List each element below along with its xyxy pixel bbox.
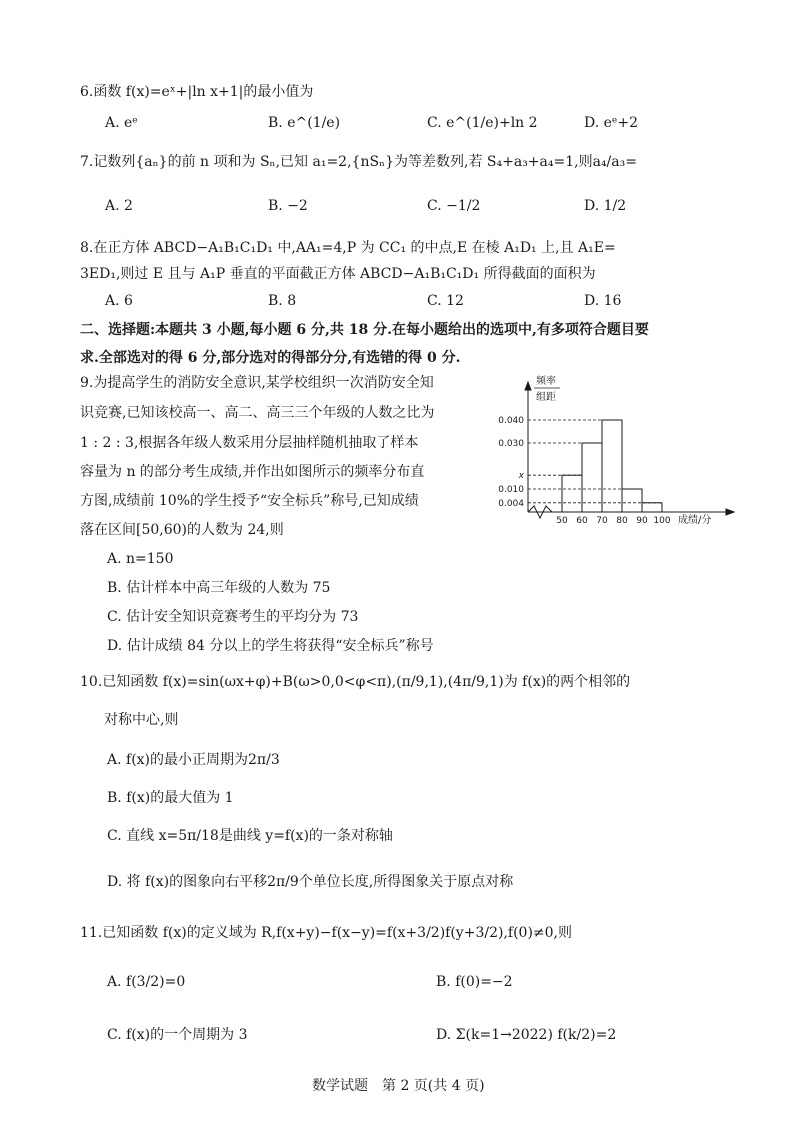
q6-option-b: B. e^(1/e) [268, 115, 341, 131]
x-axis-label: 成绩/分 [678, 515, 712, 526]
section-heading-line2: 求.全部选对的得 6 分,部分选对的得部分分,有选错的得 0 分. [80, 350, 461, 366]
x-tick-label: 50 [556, 516, 568, 526]
page-footer: 数学试题 第 2 页(共 4 页) [312, 1078, 485, 1094]
x-tick-label: 60 [576, 516, 588, 526]
frequency-histogram [490, 372, 740, 532]
y-tick-label: 0.004 [498, 498, 524, 509]
q9-stem-line2: 识竞赛,已知该校高一、高二、高三三个年级的人数之比为 [80, 405, 435, 421]
q11-option-b: B. f(0)=−2 [436, 974, 513, 990]
y-axis-arrow [525, 382, 531, 390]
q9-stem-line5: 方图,成绩前 10%的学生授予“安全标兵”称号,已知成绩 [80, 493, 419, 509]
q8-option-d: D. 16 [584, 293, 622, 309]
x-tick-label: 90 [636, 516, 648, 526]
q8-option-c: C. 12 [427, 293, 464, 309]
q9-option-b: B. 估计样本中高三年级的人数为 75 [107, 580, 331, 596]
q7-option-d: D. 1/2 [584, 198, 627, 214]
histogram-bar [582, 443, 602, 512]
y-tick-label: x [518, 471, 524, 482]
y-label-bottom: 组距 [536, 392, 556, 403]
q9-option-c: C. 估计安全知识竞赛考生的平均分为 73 [107, 609, 359, 625]
y-label-top: 频率 [536, 376, 556, 387]
q7-stem: 7.记数列{aₙ}的前 n 项和为 Sₙ,已知 a₁=2,{nSₙ}为等差数列,若 S₄+a₃+a₄=1,则a₄/a₃= [80, 154, 637, 170]
histogram-bar [562, 475, 582, 512]
q10-option-a: A. f(x)的最小正周期为2π/3 [107, 752, 280, 768]
q8-option-b: B. 8 [268, 293, 297, 309]
q10-option-b: B. f(x)的最大值为 1 [107, 790, 234, 806]
x-axis-arrow [726, 509, 734, 515]
q9-option-d: D. 估计成绩 84 分以上的学生将获得“安全标兵”称号 [107, 638, 434, 654]
q7-option-c: C. −1/2 [427, 198, 481, 214]
y-tick-label: 0.030 [498, 439, 524, 449]
histogram-bar [622, 489, 642, 512]
q10-stem: 10.已知函数 f(x)=sin(ωx+φ)+B(ω>0,0<φ<π),(π/9,1),(4π/9,1)为 f(x)的两个相邻的 [80, 674, 631, 690]
q10-option-d: D. 将 f(x)的图象向右平移2π/9个单位长度,所得图象关于原点对称 [107, 874, 514, 890]
q6-stem: 6.函数 f(x)=eˣ+|ln x+1|的最小值为 [80, 84, 314, 100]
x-tick-label: 70 [596, 516, 608, 526]
x-tick-label: 80 [616, 516, 628, 526]
y-tick-label: 0.010 [498, 485, 524, 495]
histogram-bar [602, 420, 622, 512]
q11-option-c: C. f(x)的一个周期为 3 [107, 1027, 248, 1043]
q8-option-a: A. 6 [105, 293, 133, 309]
q10-option-c: C. 直线 x=5π/18是曲线 y=f(x)的一条对称轴 [107, 828, 393, 844]
q9-stem-line1: 9.为提高学生的消防安全意识,某学校组织一次消防安全知 [80, 375, 434, 391]
q11-stem: 11.已知函数 f(x)的定义域为 R,f(x+y)−f(x−y)=f(x+3/2)f(y+3/2),f(0)≠0,则 [80, 925, 572, 941]
q9-stem-line4: 容量为 n 的部分考生成绩,并作出如图所示的频率分布直 [80, 464, 425, 480]
q6-option-c: C. e^(1/e)+ln 2 [427, 115, 538, 131]
histogram-bar [642, 503, 662, 512]
q11-option-d: D. Σ(k=1→2022) f(k/2)=2 [436, 1027, 617, 1043]
q7-option-a: A. 2 [105, 198, 133, 214]
q8-stem-line1: 8.在正方体 ABCD−A₁B₁C₁D₁ 中,AA₁=4,P 为 CC₁ 的中点,E 在棱 A₁D₁ 上,且 A₁E= [80, 240, 616, 256]
q8-stem-line2: 3ED₁,则过 E 且与 A₁P 垂直的平面截正方体 ABCD−A₁B₁C₁D₁ 所得截面的面积为 [80, 266, 596, 282]
q9-stem-line6: 落在区间[50,60)的人数为 24,则 [80, 522, 284, 538]
q11-option-a: A. f(3/2)=0 [107, 974, 186, 990]
y-tick-label: 0.040 [498, 416, 524, 426]
section-heading-line1: 二、选择题:本题共 3 小题,每小题 6 分,共 18 分.在每小题给出的选项中,有多项符合题目要 [80, 322, 649, 338]
q9-stem-line3: 1 : 2 : 3,根据各年级人数采用分层抽样随机抽取了样本 [80, 435, 419, 451]
q6-option-a: A. eᵉ [105, 115, 138, 131]
x-tick-label: 100 [653, 516, 671, 526]
q6-option-d: D. eᵉ+2 [584, 115, 638, 131]
q10-stem-line2: 对称中心,则 [104, 712, 179, 728]
q9-option-a: A. n=150 [107, 551, 174, 567]
q7-option-b: B. −2 [268, 198, 308, 214]
